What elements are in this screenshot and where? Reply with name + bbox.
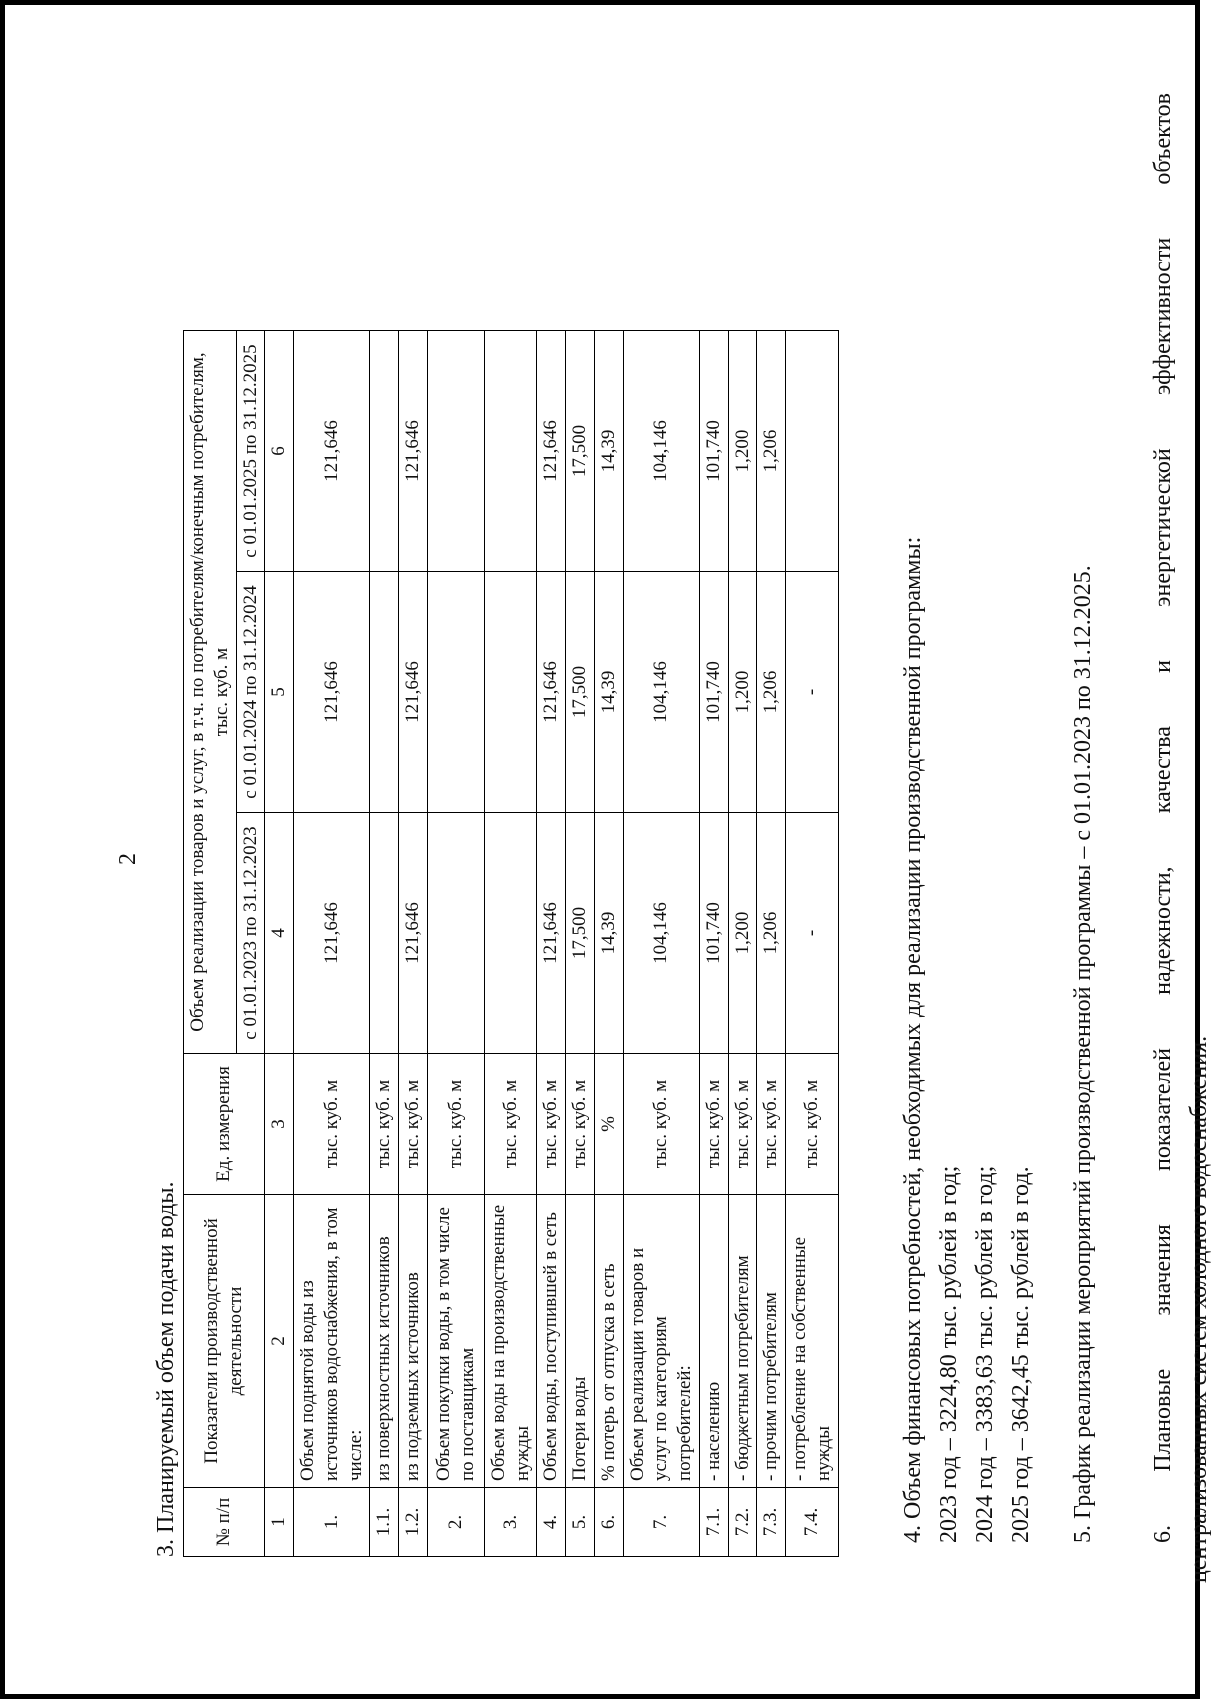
row-value-2023: 121,646 — [294, 813, 370, 1054]
row-value-2023: 121,646 — [399, 813, 428, 1054]
section-6-line-2: централизованных систем холодного водоснабжения. — [1186, 1035, 1212, 1583]
row-number: 4. — [537, 1488, 566, 1557]
row-unit: тыс. куб. м — [370, 1054, 399, 1195]
row-value-2025: 101,740 — [699, 331, 728, 572]
table-row — [484, 331, 537, 1557]
row-indicator: - населению — [699, 1195, 728, 1488]
row-indicator: Объем реализации товаров и услуг по категориям потребителей: — [623, 1195, 699, 1488]
row-value-2024: 121,646 — [399, 572, 428, 813]
financing-2023: 2023 год – 3224,80 тыс. рублей в год; — [936, 1165, 962, 1543]
row-value-2025: 121,646 — [537, 331, 566, 572]
row-number: 1.1. — [370, 1488, 399, 1557]
row-value-2023: - — [786, 813, 839, 1054]
row-value-2025: 1,200 — [728, 331, 757, 572]
row-number: 1. — [294, 1488, 370, 1557]
section-6-word: надежности, — [1150, 866, 1176, 995]
row-number: 6. — [594, 1488, 623, 1557]
column-index: 6 — [265, 331, 294, 572]
row-number: 7. — [623, 1488, 699, 1557]
row-indicator: - бюджетным потребителям — [728, 1195, 757, 1488]
header-period-2024: с 01.01.2024 по 31.12.2024 — [236, 572, 265, 813]
table-row — [786, 331, 839, 1557]
column-index: 3 — [265, 1054, 294, 1195]
table-row — [370, 331, 399, 1557]
table-row — [699, 331, 728, 1557]
section-6-line-1 — [1145, 93, 1181, 1543]
row-value-2023: 121,646 — [537, 813, 566, 1054]
financing-2024: 2024 год – 3383,63 тыс. рублей в год; — [972, 1165, 998, 1543]
table-row — [623, 331, 699, 1557]
row-value-2024 — [370, 572, 399, 813]
section-6-word: Плановые — [1150, 1368, 1176, 1472]
row-number: 1.2. — [399, 1488, 428, 1557]
section-6-word: и — [1150, 660, 1176, 673]
row-indicator: Объем воды на производственные нужды — [484, 1195, 537, 1488]
row-indicator: Объем поднятой воды из источников водоснабжения, в том числе: — [294, 1195, 370, 1488]
section-5: 5. График реализации мероприятий производственной программы – с 01.01.2023 по 31.12.2025. — [1070, 565, 1096, 1543]
section-4-title: 4. Объем финансовых потребностей, необходимых для реализации производственной программы: — [900, 536, 926, 1543]
column-index: 5 — [265, 572, 294, 813]
header-period-2023: с 01.01.2023 по 31.12.2023 — [236, 813, 265, 1054]
section-4 — [895, 537, 1039, 1543]
row-value-2024: 101,740 — [699, 572, 728, 813]
row-value-2024: - — [786, 572, 839, 813]
row-value-2023 — [427, 813, 484, 1054]
row-value-2024: 121,646 — [537, 572, 566, 813]
row-number: 7.2. — [728, 1488, 757, 1557]
row-indicator: из поверхностных источников — [370, 1195, 399, 1488]
section-6-word: 6. — [1150, 1525, 1176, 1543]
row-unit: тыс. куб. м — [757, 1054, 786, 1195]
row-number: 7.3. — [757, 1488, 786, 1557]
header-unit: Ед. измерения — [184, 1054, 265, 1195]
section-6-word: эффективности — [1150, 237, 1176, 396]
table-row — [594, 331, 623, 1557]
row-value-2023: 17,500 — [566, 813, 595, 1054]
row-value-2025: 14,39 — [594, 331, 623, 572]
row-value-2025 — [786, 331, 839, 572]
water-supply-table — [183, 330, 839, 1557]
section-6-word: энергетической — [1150, 448, 1176, 607]
row-value-2024: 14,39 — [594, 572, 623, 813]
row-indicator: Объем покупки воды, в том числе по поставщикам — [427, 1195, 484, 1488]
row-indicator: % потерь от отпуска в сеть — [594, 1195, 623, 1488]
document-page — [75, 75, 1212, 1635]
header-num: № п/п — [184, 1488, 265, 1557]
row-unit: тыс. куб. м — [537, 1054, 566, 1195]
row-number: 7.1. — [699, 1488, 728, 1557]
financing-2025: 2025 год – 3642,45 тыс. рублей в год. — [1008, 1166, 1034, 1543]
column-index: 1 — [265, 1488, 294, 1557]
column-index: 2 — [265, 1195, 294, 1488]
row-indicator: - прочим потребителям — [757, 1195, 786, 1488]
row-unit: тыс. куб. м — [786, 1054, 839, 1195]
row-unit: % — [594, 1054, 623, 1195]
row-unit: тыс. куб. м — [623, 1054, 699, 1195]
table-row — [427, 331, 484, 1557]
row-value-2025: 104,146 — [623, 331, 699, 572]
row-number: 2. — [427, 1488, 484, 1557]
section-6-word: качества — [1150, 726, 1176, 814]
table-row — [566, 331, 595, 1557]
row-value-2023 — [484, 813, 537, 1054]
row-value-2023: 1,206 — [757, 813, 786, 1054]
row-number: 7.4. — [786, 1488, 839, 1557]
row-unit: тыс. куб. м — [294, 1054, 370, 1195]
row-value-2024: 17,500 — [566, 572, 595, 813]
row-value-2025: 121,646 — [294, 331, 370, 572]
section-6-word: объектов — [1150, 93, 1176, 185]
row-unit: тыс. куб. м — [728, 1054, 757, 1195]
row-number: 5. — [566, 1488, 595, 1557]
row-value-2023: 104,146 — [623, 813, 699, 1054]
row-indicator: Потери воды — [566, 1195, 595, 1488]
section-6-word: значения — [1150, 1224, 1176, 1316]
section-title: 3. Планируемый объем подачи воды. — [153, 1181, 179, 1557]
row-value-2023: 14,39 — [594, 813, 623, 1054]
row-value-2025 — [427, 331, 484, 572]
row-value-2024: 104,146 — [623, 572, 699, 813]
row-value-2025: 121,646 — [399, 331, 428, 572]
column-index-row — [265, 331, 294, 1557]
row-unit: тыс. куб. м — [427, 1054, 484, 1195]
row-value-2024: 1,206 — [757, 572, 786, 813]
row-value-2023: 1,200 — [728, 813, 757, 1054]
section-6-word: показателей — [1150, 1048, 1176, 1171]
row-indicator: из подземных источников — [399, 1195, 428, 1488]
table-row — [728, 331, 757, 1557]
row-unit: тыс. куб. м — [484, 1054, 537, 1195]
row-value-2025: 1,206 — [757, 331, 786, 572]
row-value-2024: 1,200 — [728, 572, 757, 813]
row-indicator: - потребление на собственные нужды — [786, 1195, 839, 1488]
row-unit: тыс. куб. м — [399, 1054, 428, 1195]
row-value-2024: 121,646 — [294, 572, 370, 813]
page-number: 2 — [115, 853, 141, 865]
row-value-2024 — [484, 572, 537, 813]
row-value-2023: 101,740 — [699, 813, 728, 1054]
section-6 — [1145, 93, 1217, 1583]
table-row — [537, 331, 566, 1557]
row-number: 3. — [484, 1488, 537, 1557]
header-volume-group: Объем реализации товаров и услуг, в т.ч. по потребителям/конечным потребителям, тыс. куб. м — [184, 331, 237, 1054]
row-value-2023 — [370, 813, 399, 1054]
header-period-2025: с 01.01.2025 по 31.12.2025 — [236, 331, 265, 572]
row-value-2025 — [484, 331, 537, 572]
row-unit: тыс. куб. м — [699, 1054, 728, 1195]
row-value-2024 — [427, 572, 484, 813]
table-row — [294, 331, 370, 1557]
row-indicator: Объем воды, поступившей в сеть — [537, 1195, 566, 1488]
row-unit: тыс. куб. м — [566, 1054, 595, 1195]
row-value-2025: 17,500 — [566, 331, 595, 572]
column-index: 4 — [265, 813, 294, 1054]
table-row — [757, 331, 786, 1557]
row-value-2025 — [370, 331, 399, 572]
header-indicator: Показатели производственной деятельности — [184, 1195, 265, 1488]
table-row — [399, 331, 428, 1557]
